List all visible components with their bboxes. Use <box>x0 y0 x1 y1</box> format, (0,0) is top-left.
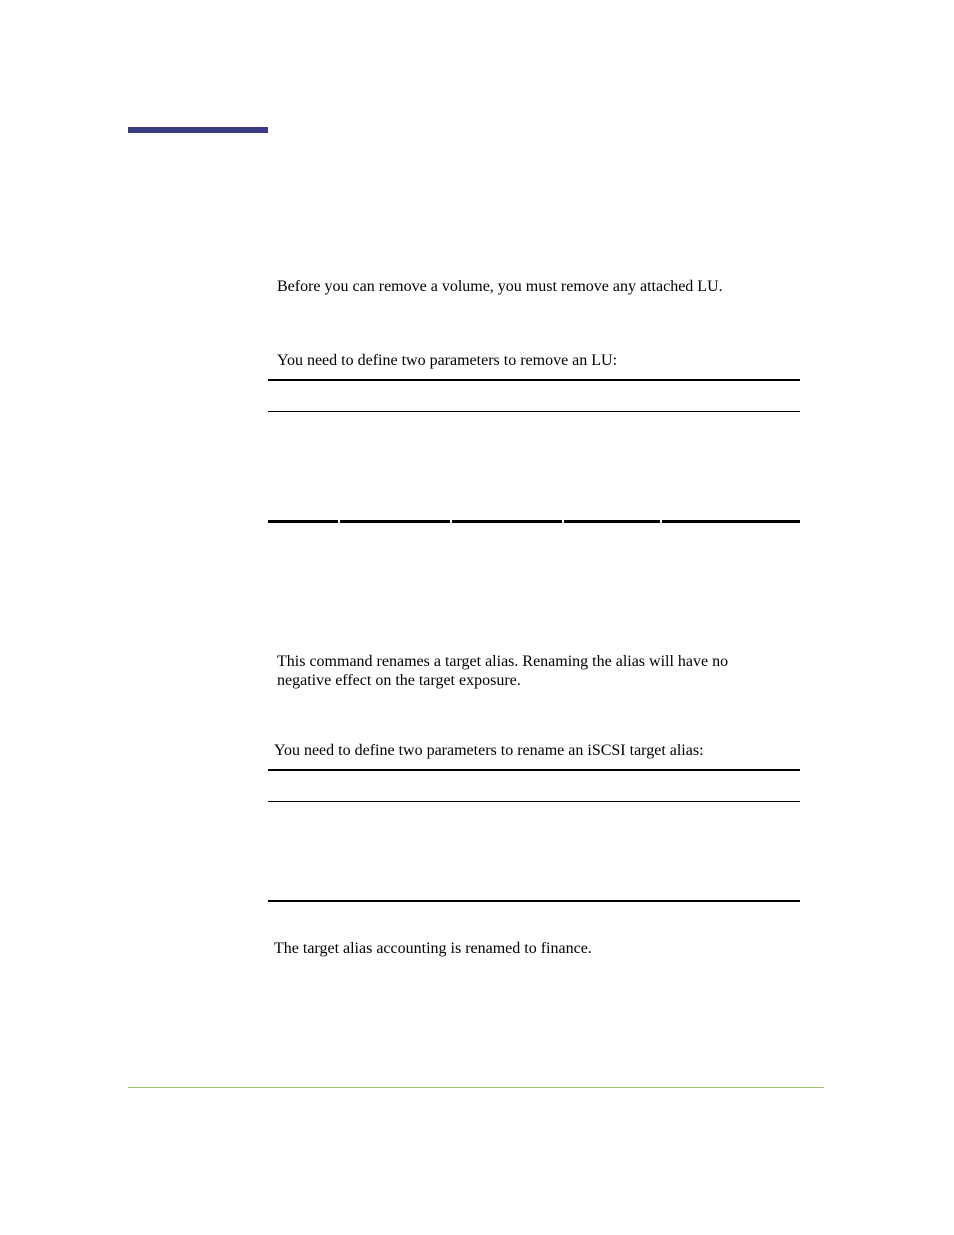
table-rule-segment <box>564 520 660 523</box>
remove-lu-table-header-rule <box>268 411 800 412</box>
footer-rule <box>128 1087 824 1088</box>
rename-alias-table-header-rule <box>268 801 800 802</box>
header-accent-bar <box>128 127 268 133</box>
rename-alias-params-intro: You need to define two parameters to rename an iSCSI target alias: <box>274 742 704 759</box>
remove-lu-table-top-rule <box>268 379 800 381</box>
table-rule-segment <box>452 520 562 523</box>
remove-lu-params-intro: You need to define two parameters to remove an LU: <box>277 352 618 369</box>
remove-lu-table-bottom-rule <box>268 520 800 523</box>
table-rule-segment <box>662 520 800 523</box>
rename-alias-description-line2: negative effect on the target exposure. <box>277 672 521 689</box>
rename-alias-result: The target alias accounting is renamed to finance. <box>274 940 592 957</box>
table-rule-segment <box>268 520 338 523</box>
rename-alias-table-top-rule <box>268 769 800 771</box>
table-rule-segment <box>340 520 450 523</box>
remove-lu-intro: Before you can remove a volume, you must remove any attached LU. <box>277 278 723 295</box>
rename-alias-description-line1: This command renames a target alias. Renaming the alias will have no <box>277 653 729 670</box>
rename-alias-table-bottom-rule <box>268 900 800 902</box>
